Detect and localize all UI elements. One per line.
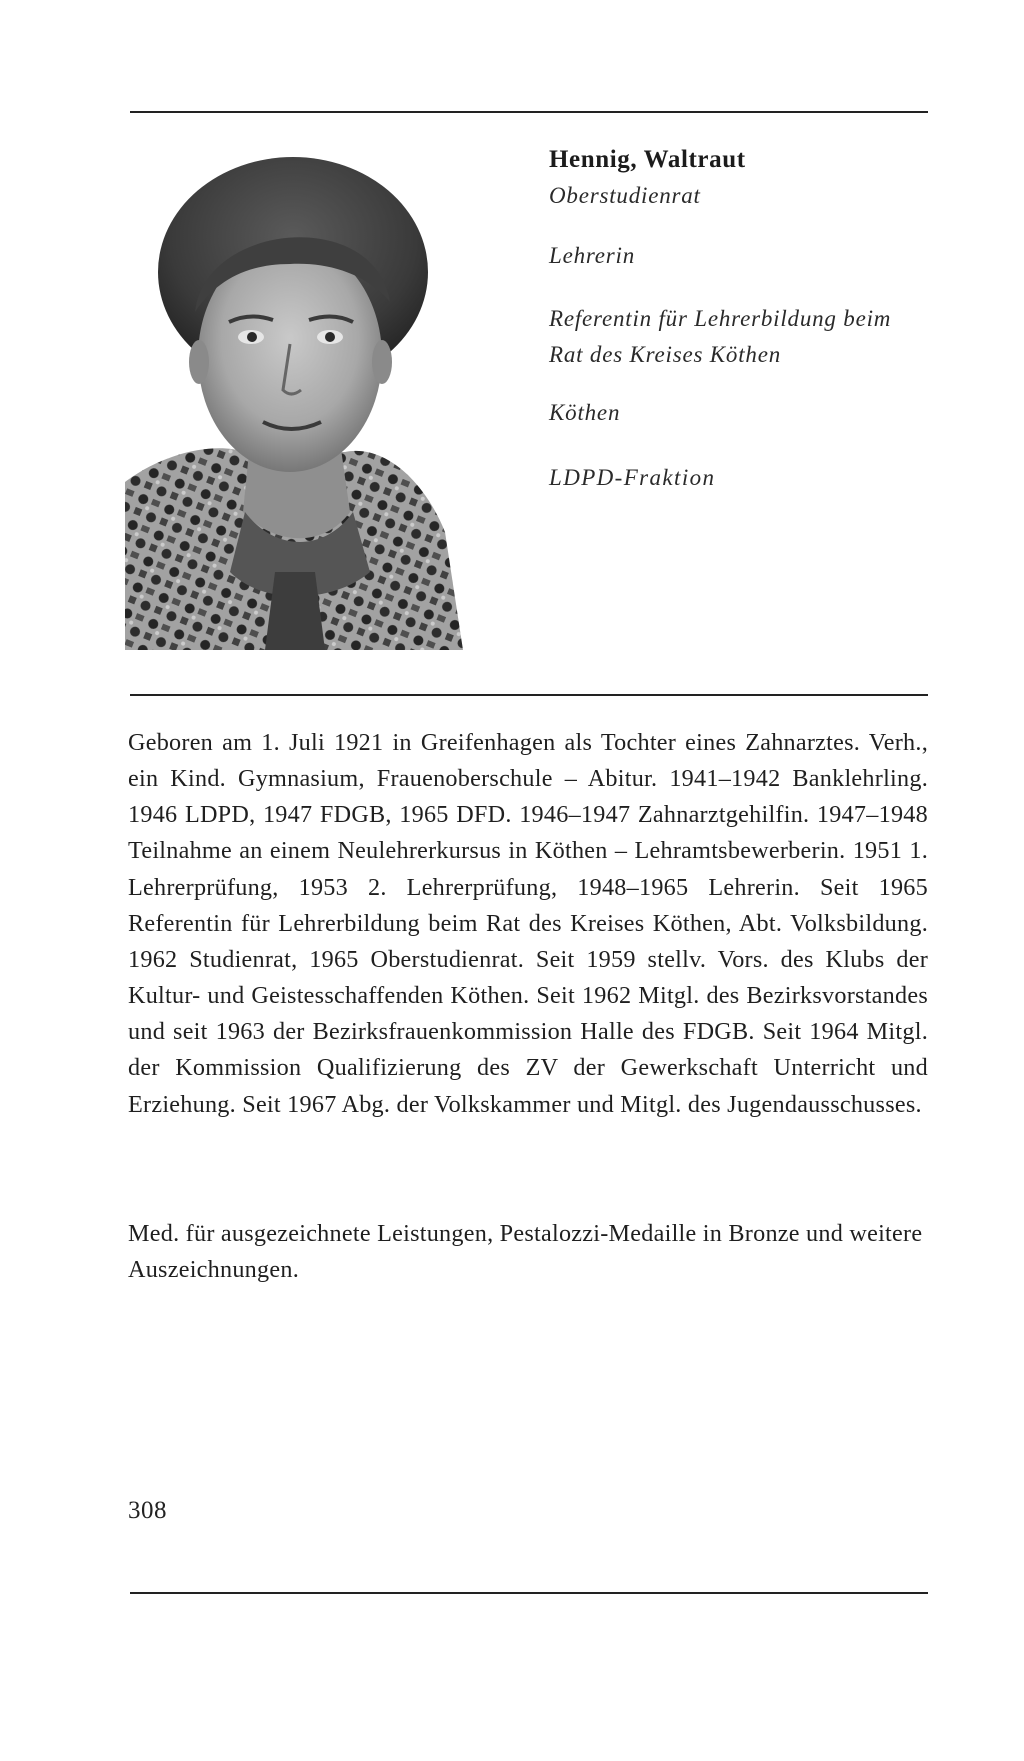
person-faction: LDPD-Fraktion bbox=[549, 465, 716, 490]
person-name: Hennig, Waltraut bbox=[549, 146, 746, 173]
person-location: Köthen bbox=[549, 400, 621, 425]
person-title: Oberstudienrat bbox=[549, 183, 701, 208]
portrait-photo bbox=[125, 152, 463, 650]
page-number: 308 bbox=[128, 1497, 167, 1524]
bottom-rule bbox=[130, 1592, 928, 1594]
person-position: Referentin für Lehrerbildung beim Rat des Kreises Köthen bbox=[549, 306, 892, 367]
top-rule bbox=[130, 111, 928, 113]
biography-text: Geboren am 1. Juli 1921 in Greifenhagen als Tochter eines Zahnarztes. Verh., ein Kind. Gymnasium, Frauenoberschule – Abitur. 1941–1942 Banklehrling. 1946 LDPD, 1947 FDGB, 1965 DFD. 1946–1947 Zahnarztgehilfin. 1947–1948 Teilnahme an einem Neulehrerkursus in Köthen – Lehramtsbewerberin. 1951 1. Lehrerprüfung, 1953 2. Lehrerprüfung, 1948–1965 Lehrerin. Seit 1965 Referentin für Lehrerbildung beim Rat des Kreises Köthen, Abt. Volksbildung. 1962 Studienrat, 1965 Oberstudienrat. Seit 1959 stellv. Vors. des Klubs der Kultur- und Geistesschaffenden Köthen. Seit 1962 Mitgl. des Bezirksvorstandes und seit 1963 der Bezirksfrauenkommission Halle des FDGB. Seit 1964 Mitgl. der Kommission Qualifizierung des ZV der Gewerkschaft Unterricht und Erziehung. Seit 1967 Abg. der Volkskammer und Mitgl. des Jugendausschusses. bbox=[128, 729, 928, 1118]
awards-text: Med. für ausgezeichnete Leistungen, Pestalozzi-Medaille in Bronze und weitere Auszeichnungen. bbox=[128, 1220, 923, 1284]
section-rule bbox=[130, 694, 928, 696]
entry-header bbox=[549, 140, 929, 494]
person-profession: Lehrerin bbox=[549, 243, 636, 268]
